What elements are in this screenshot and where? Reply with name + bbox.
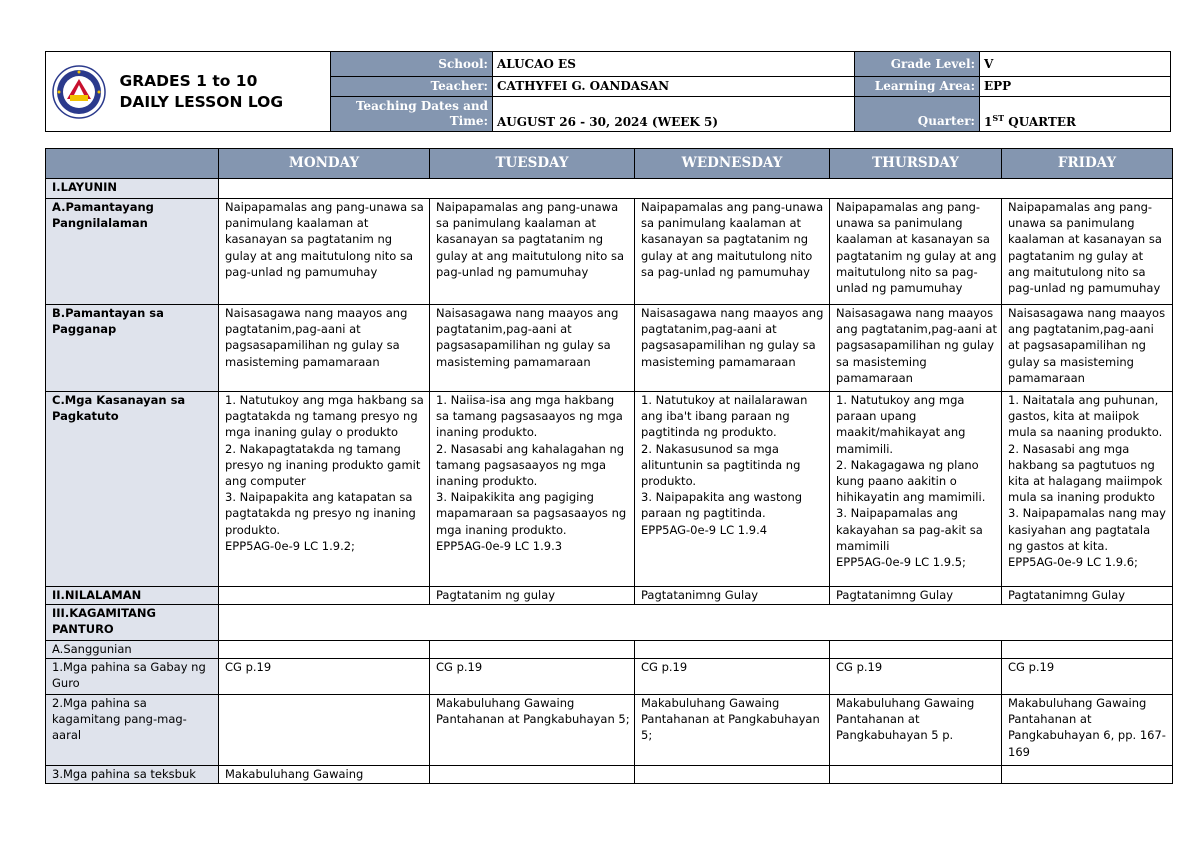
cell-sanggunian-mon	[219, 641, 430, 659]
cell-kasanayan-thu: 1. Natutukoy ang mga paraan upang maakit/mahikayat ang mamimili. 2. Nakagagawa ng plano kung paano aakitin o hihikayatin ang mamimili. 3. Naipapamalas ang kakayahan sa pag-akit sa mamimili EPP5AG-0e-9 LC 1.9.5;	[830, 392, 1002, 587]
table-row	[46, 641, 1173, 659]
cell-teksbuk-wed	[635, 766, 830, 784]
cell-kagamitan-mag-wed: Makabuluhang Gawaing Pantahanan at Pangkabuhayan 5;	[635, 695, 830, 766]
table-row	[46, 766, 1173, 784]
cell-kasanayan-wed: 1. Natutukoy at nailalarawan ang iba't ibang paraan ng pagtitinda ng produkto. 2. Nakasusunod sa mga alituntunin sa pagtitinda ng produkto. 3. Naipapakita ang wastong paraan ng pagtitinda. EPP5AG-0e-9 LC 1.9.4	[635, 392, 830, 587]
title-line-1: GRADES 1 to 10	[119, 71, 258, 90]
cell-sanggunian-wed	[635, 641, 830, 659]
cell-sanggunian-thu	[830, 641, 1002, 659]
table-row	[46, 659, 1173, 695]
dates-label-line-1: Teaching Dates and	[355, 99, 488, 113]
cell-nilalaman-tue: Pagtatanim ng gulay	[430, 587, 635, 605]
cell-gabay-mon: CG p.19	[219, 659, 430, 695]
cell-pamantayang-mon: Naipapamalas ang pang-unawa sa panimulang kaalaman at kasanayan sa pagtatanim ng gulay at ang maitutulong nito sa pag-unlad ng pamumuhay	[219, 199, 430, 305]
title-cell	[108, 52, 331, 132]
row-label-layunin: I.LAYUNIN	[46, 179, 219, 199]
lesson-log-header	[45, 51, 1171, 132]
cell-nilalaman-mon	[219, 587, 430, 605]
cell-pamantayang-thu: Naipapamalas ang pang-unawa sa panimulang kaalaman at kasanayan sa pagtatanim ng gulay at ang maitutulong nito sa pag-unlad ng pamumuhay	[830, 199, 1002, 305]
title-line-2: DAILY LESSON LOG	[119, 92, 284, 111]
cell-nilalaman-fri: Pagtatanimng Gulay	[1002, 587, 1173, 605]
quarter-suffix: ST	[992, 113, 1005, 123]
cell-teksbuk-fri	[1002, 766, 1173, 784]
cell-pagganap-mon: Naisasagawa nang maayos ang pagtatanim,pag-aani at pagsasapamilihan ng gulay sa masisteming pamamaraan	[219, 305, 430, 392]
cell-pagganap-thu: Naisasagawa nang maayos ang pagtatanim,pag-aani at pagsasapamilihan ng gulay sa masisteming pamamaraan	[830, 305, 1002, 392]
cell-pagganap-fri: Naisasagawa nang maayos ang pagtatanim,pag-aani at pagsasapamilihan ng gulay sa masisteming pamamaraan	[1002, 305, 1173, 392]
cell-pamantayang-fri: Naipapamalas ang pang-unawa sa panimulang kaalaman at kasanayan sa pagtatanim ng gulay at ang maitutulong nito sa pag-unlad ng pamumuhay	[1002, 199, 1173, 305]
quarter-value	[980, 96, 1171, 131]
cell-nilalaman-wed: Pagtatanimng Gulay	[635, 587, 830, 605]
quarter-word: QUARTER	[1004, 115, 1076, 129]
cell-kagamitan-mag-tue: Makabuluhang Gawaing Pantahanan at Pangkabuhayan 5;	[430, 695, 635, 766]
deped-seal-icon	[52, 65, 106, 119]
teacher-value: CATHYFEI G. OANDASAN	[493, 77, 855, 96]
table-row	[46, 605, 1173, 641]
layunin-span-cell	[219, 179, 1173, 199]
cell-gabay-tue: CG p.19	[430, 659, 635, 695]
table-row	[46, 392, 1173, 587]
cell-teksbuk-tue	[430, 766, 635, 784]
cell-kasanayan-fri: 1. Naitatala ang puhunan, gastos, kita at maiipok mula sa naaning produkto. 2. Nasasabi ang mga hakbang sa pagtutuos ng kita at halagang maiimpok mula sa inaning produkto 3. Naipapamalas nang may kasiyahan ang pagtatala ng gastos at kita. EPP5AG-0e-9 LC 1.9.6;	[1002, 392, 1173, 587]
seal-cell	[46, 52, 108, 132]
row-label-kasanayan: C.Mga Kasanayan sa Pagkatuto	[46, 392, 219, 587]
day-header-thursday: THURSDAY	[830, 149, 1002, 179]
cell-pamantayang-wed: Naipapamalas ang pang-unawa sa panimulang kaalaman at kasanayan sa pagtatanim ng gulay at ang maitutulong nito sa pag-unlad ng pamumuhay	[635, 199, 830, 305]
cell-nilalaman-thu: Pagtatanimng Gulay	[830, 587, 1002, 605]
cell-gabay-fri: CG p.19	[1002, 659, 1173, 695]
dates-label	[331, 96, 493, 131]
day-header-monday: MONDAY	[219, 149, 430, 179]
quarter-label: Quarter:	[855, 96, 980, 131]
area-label: Learning Area:	[855, 77, 980, 96]
table-row	[46, 587, 1173, 605]
cell-gabay-thu: CG p.19	[830, 659, 1002, 695]
kagamitan-span-cell	[219, 605, 1173, 641]
cell-teksbuk-mon: Makabuluhang Gawaing	[219, 766, 430, 784]
school-label: School:	[331, 52, 493, 77]
cell-gabay-wed: CG p.19	[635, 659, 830, 695]
cell-kagamitan-mag-thu: Makabuluhang Gawaing Pantahanan at Pangkabuhayan 5 p.	[830, 695, 1002, 766]
dates-label-line-2: Time:	[449, 114, 488, 128]
corner-header	[46, 149, 219, 179]
cell-pamantayang-tue: Naipapamalas ang pang-unawa sa panimulang kaalaman at kasanayan sa pagtatanim ng gulay at ang maitutulong nito sa pag-unlad ng pamumuhay	[430, 199, 635, 305]
day-header-friday: FRIDAY	[1002, 149, 1173, 179]
cell-kagamitan-mag-fri: Makabuluhang Gawaing Pantahanan at Pangkabuhayan 6, pp. 167-169	[1002, 695, 1173, 766]
row-label-pamantayang: A.Pamantayang Pangnilalaman	[46, 199, 219, 305]
cell-sanggunian-tue	[430, 641, 635, 659]
row-label-kagamitan-mag-aaral: 2.Mga pahina sa kagamitang pang-mag-aaral	[46, 695, 219, 766]
grade-value: V	[980, 52, 1171, 77]
school-value: ALUCAO ES	[493, 52, 855, 77]
cell-teksbuk-thu	[830, 766, 1002, 784]
lesson-log-table	[45, 148, 1173, 784]
cell-kasanayan-tue: 1. Naiisa-isa ang mga hakbang sa tamang pagsasaayos ng mga inaning produkto. 2. Nasasabi ang kahalagahan ng tamang pagsasaayos ng mga inaning produkto. 3. Naipakikita ang pagiging mapamaraan sa pagsasaayos ng mga inaning produkto. EPP5AG-0e-9 LC 1.9.3	[430, 392, 635, 587]
cell-pagganap-tue: Naisasagawa nang maayos ang pagtatanim,pag-aani at pagsasapamilihan ng gulay sa masisteming pamamaraan	[430, 305, 635, 392]
day-header-wednesday: WEDNESDAY	[635, 149, 830, 179]
quarter-number: 1	[984, 115, 993, 129]
table-row	[46, 179, 1173, 199]
table-row	[46, 199, 1173, 305]
row-label-kagamitan: III.KAGAMITANG PANTURO	[46, 605, 219, 641]
teacher-label: Teacher:	[331, 77, 493, 96]
day-header-tuesday: TUESDAY	[430, 149, 635, 179]
row-label-pagganap: B.Pamantayan sa Pagganap	[46, 305, 219, 392]
row-label-sanggunian: A.Sanggunian	[46, 641, 219, 659]
cell-kagamitan-mag-mon	[219, 695, 430, 766]
cell-kasanayan-mon: 1. Natutukoy ang mga hakbang sa pagtatakda ng tamang presyo ng mga inaning gulay o produkto 2. Nakapagtatakda ng tamang presyo ng inaning produkto gamit ang computer 3. Naipapakita ang katapatan sa pagtatakda ng presyo ng inaning produkto. EPP5AG-0e-9 LC 1.9.2;	[219, 392, 430, 587]
grade-label: Grade Level:	[855, 52, 980, 77]
table-row	[46, 695, 1173, 766]
cell-sanggunian-fri	[1002, 641, 1173, 659]
dates-value: AUGUST 26 - 30, 2024 (WEEK 5)	[493, 96, 855, 131]
cell-pagganap-wed: Naisasagawa nang maayos ang pagtatanim,pag-aani at pagsasapamilihan ng gulay sa masisteming pamamaraan	[635, 305, 830, 392]
row-label-teksbuk: 3.Mga pahina sa teksbuk	[46, 766, 219, 784]
area-value: EPP	[980, 77, 1171, 96]
row-label-nilalaman: II.NILALAMAN	[46, 587, 219, 605]
row-label-gabay: 1.Mga pahina sa Gabay ng Guro	[46, 659, 219, 695]
table-row	[46, 305, 1173, 392]
